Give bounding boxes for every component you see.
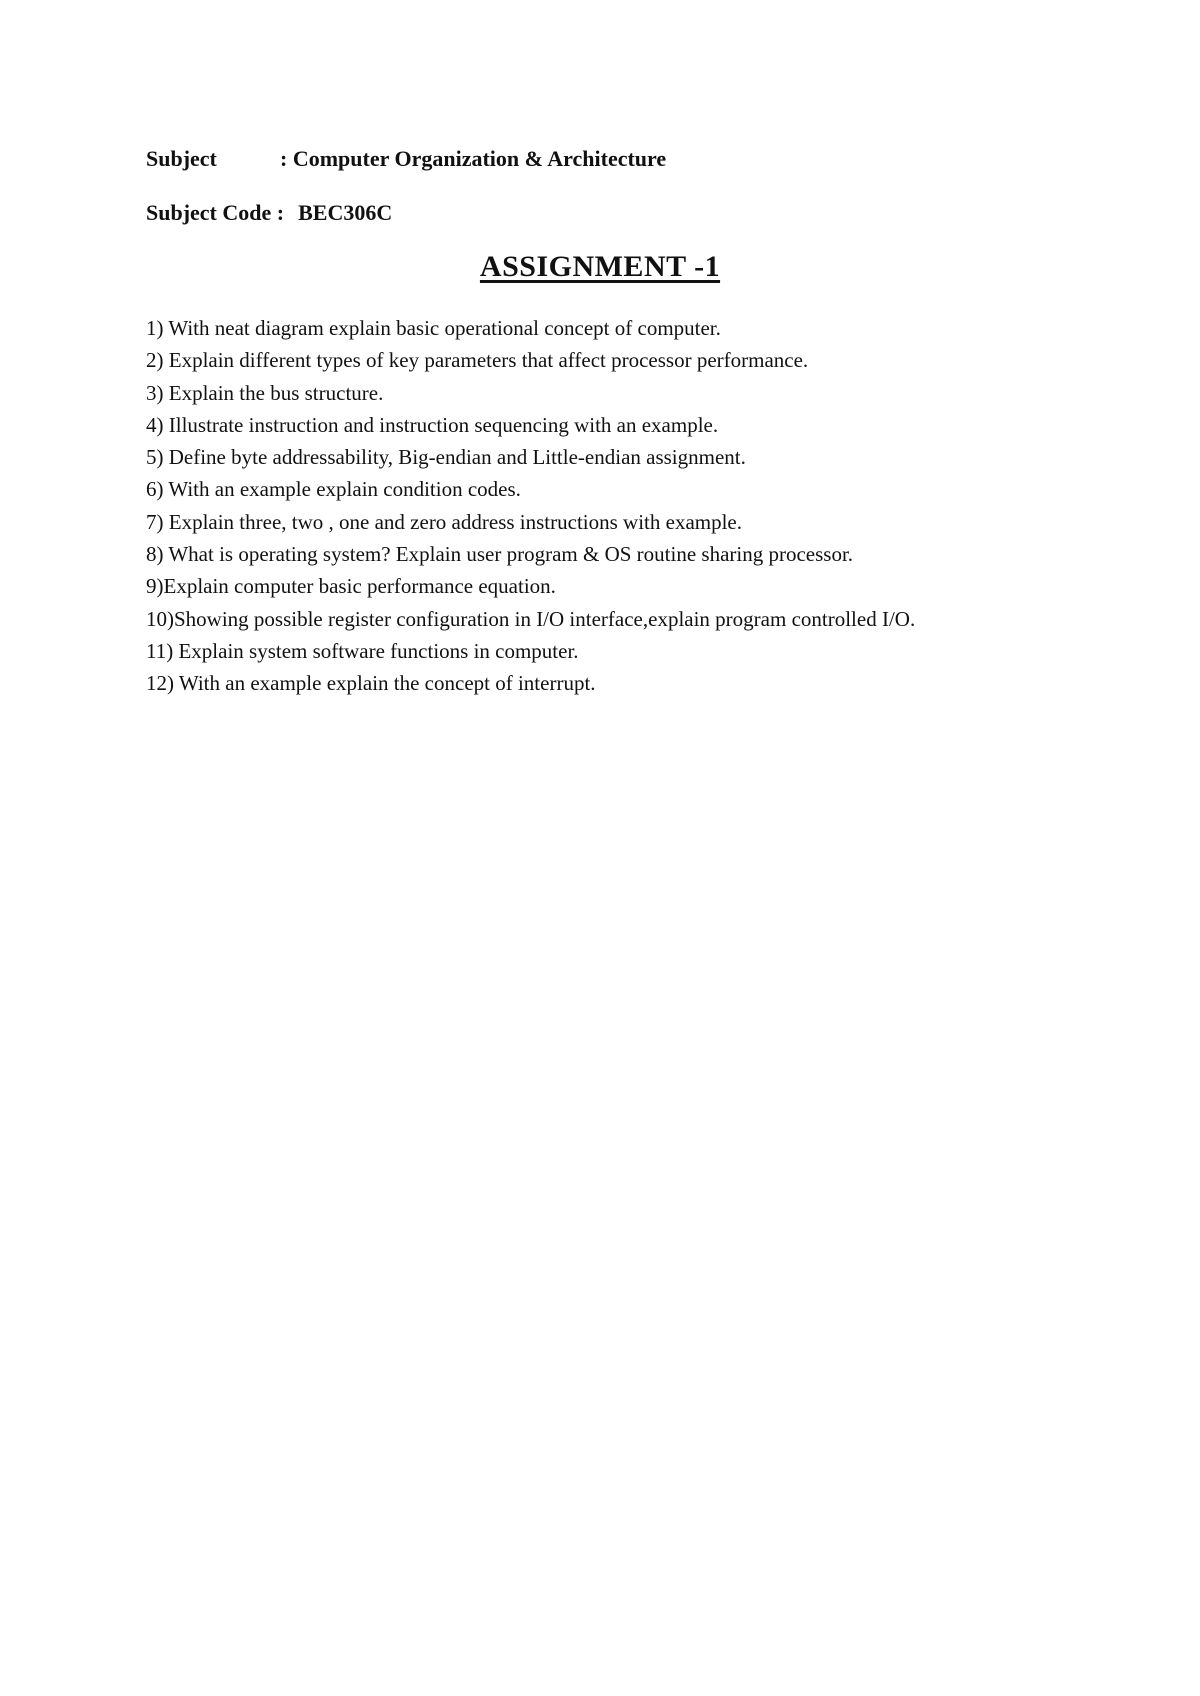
question-item: 4) Illustrate instruction and instruction sequencing with an example. — [146, 412, 719, 437]
subject-label: Subject — [146, 146, 217, 171]
question-item: 6) With an example explain condition codes. — [146, 477, 521, 502]
question-item: 9)Explain computer basic performance equation. — [146, 574, 556, 599]
question-item: 12) With an example explain the concept of interrupt. — [146, 671, 596, 696]
subject-row — [146, 146, 666, 172]
question-item: 5) Define byte addressability, Big-endian and Little-endian assignment. — [146, 445, 746, 470]
subject-code-value: BEC306C — [298, 200, 393, 225]
question-item: 2) Explain different types of key parameters that affect processor performance. — [146, 348, 809, 373]
question-item: 1) With neat diagram explain basic operational concept of computer. — [146, 316, 721, 340]
subject-code-row — [146, 200, 392, 226]
question-item: 7) Explain three, two , one and zero address instructions with example. — [146, 509, 742, 534]
question-item: 11) Explain system software functions in computer. — [146, 638, 579, 663]
assignment-title: ASSIGNMENT -1 — [479, 250, 721, 283]
question-list — [146, 312, 1146, 700]
question-item: 10)Showing possible register configuration in I/O interface,explain program controlled I/O. — [146, 606, 916, 631]
subject-value: : Computer Organization & Architecture — [280, 146, 667, 171]
question-item: 3) Explain the bus structure. — [146, 380, 384, 405]
question-item: 8) What is operating system? Explain user program & OS routine sharing processor. — [146, 542, 854, 567]
subject-code-label: Subject Code : — [146, 200, 285, 225]
